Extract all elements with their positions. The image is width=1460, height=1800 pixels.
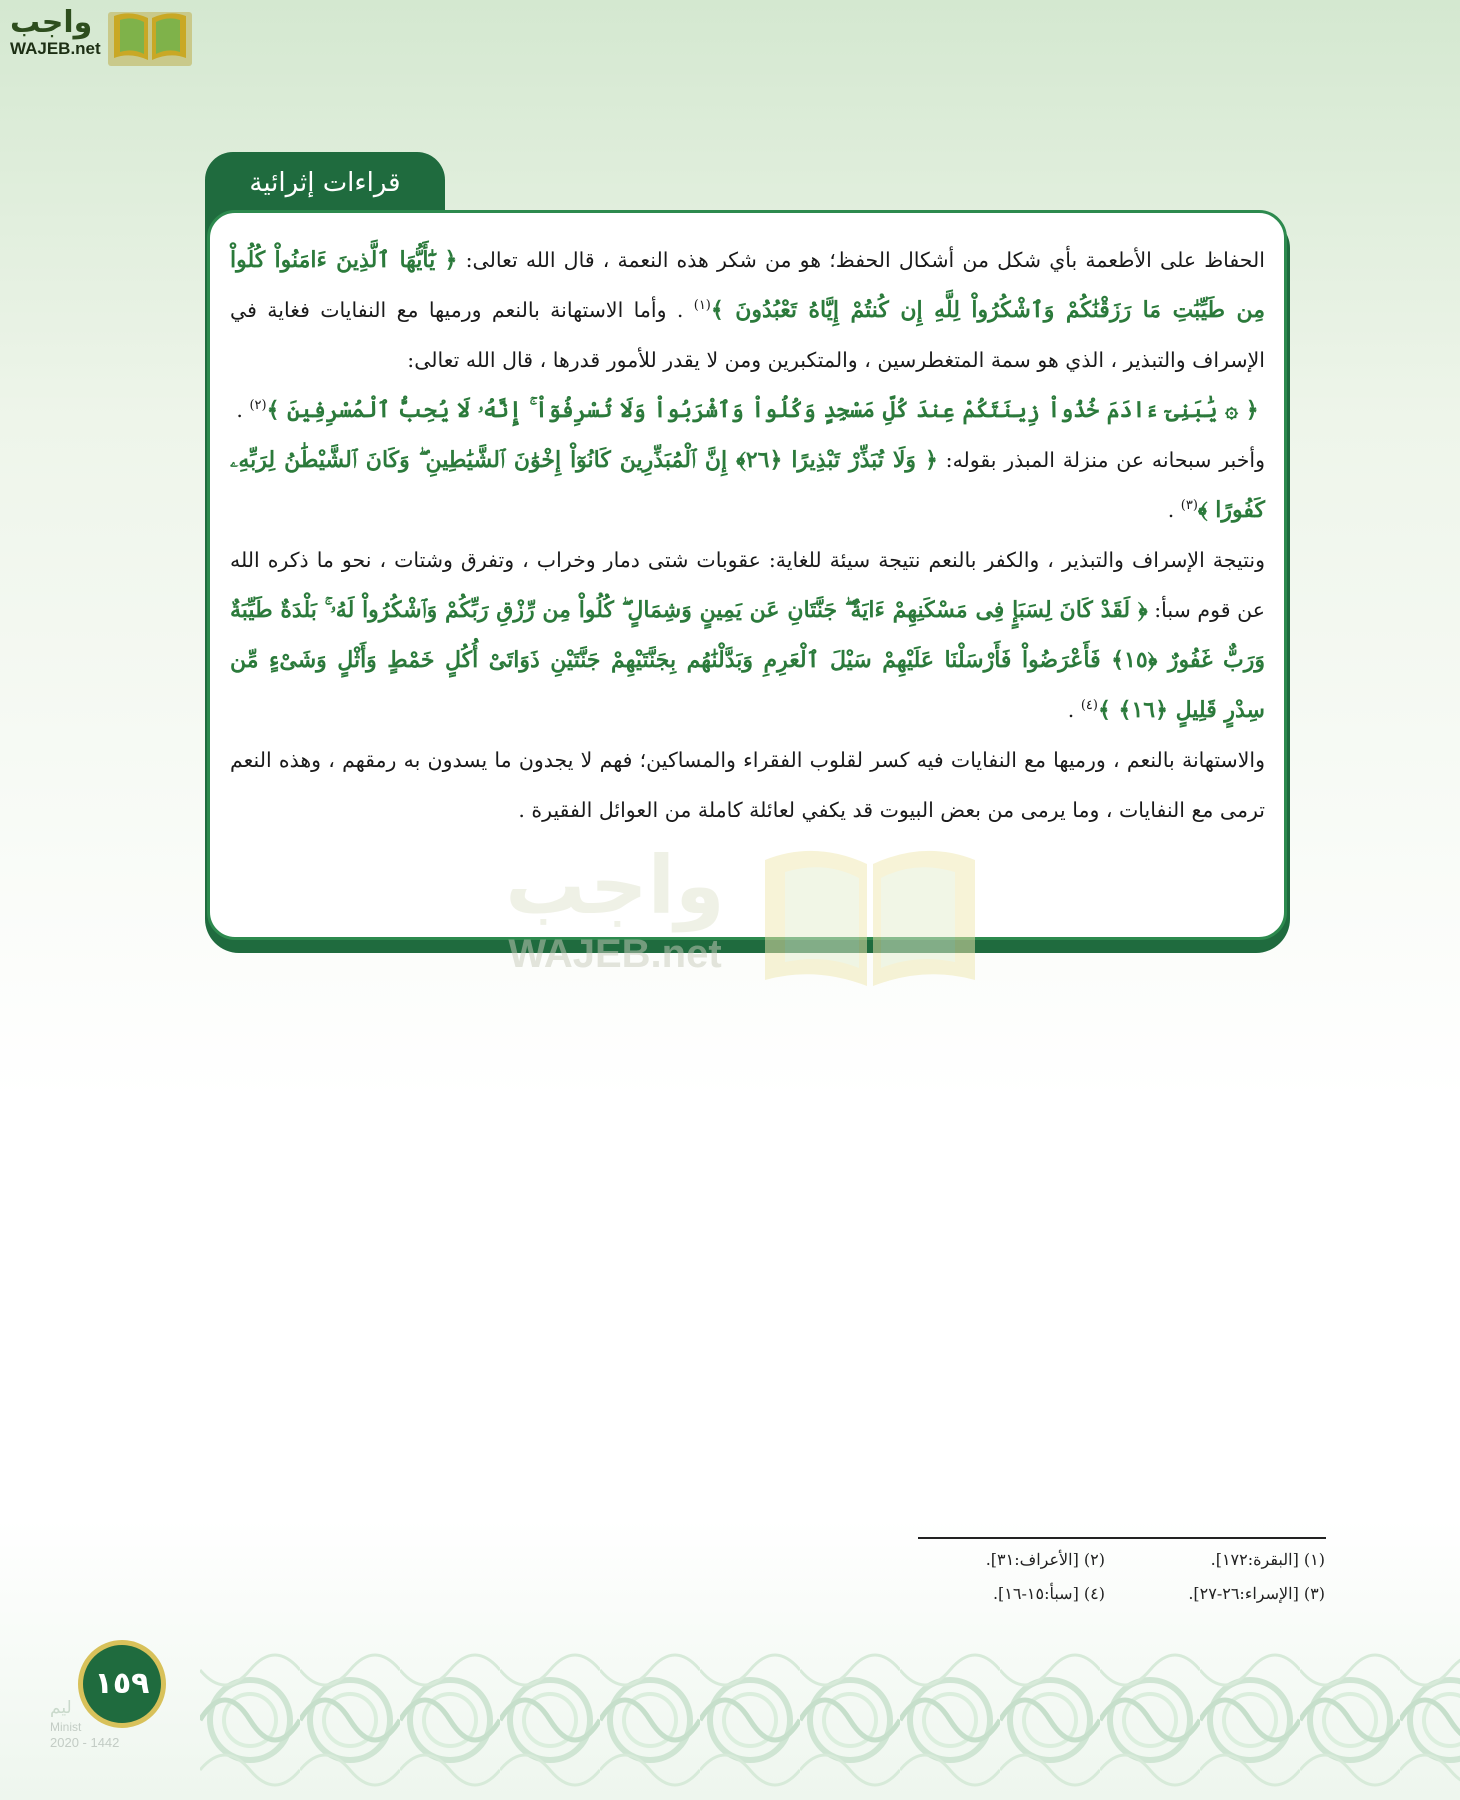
paragraph-1-continuation: . وأما الاستهانة بالنعم ورميها مع النفايات فغاية في الإسراف والتبذير ، الذي هو سمة المتغطرسين ، والمتكبرين ومن لا يقدر للأمور قدرها ، قال الله تعالى: <box>230 298 1265 372</box>
verse-isra-26-27: ﴿ وَلَا تُبَذِّرْ تَبْذِيرًا ﴿٢٦﴾ إِنَّ ٱلْمُبَذِّرِينَ كَانُوٓاْ إِخْوَٰنَ ٱلشَّيَٰطِينِ ۖ وَكَانَ ٱلشَّيْطَٰنُ لِرَبِّهِۦ كَفُورًا ﴾ <box>230 447 1265 523</box>
verse-saba-15-16: ﴿ لَقَدْ كَانَ لِسَبَإٍ فِى مَسْكَنِهِمْ ءَايَةٌ ۖ جَنَّتَانِ عَن يَمِينٍ وَشِمَالٍ ۖ كُلُواْ مِن رِّزْقِ رَبِّكُمْ وَٱشْكُرُواْ لَهُۥ ۚ بَلْدَةٌ طَيِّبَةٌ وَرَبٌّ غَفُورٌ ﴿١٥﴾ فَأَعْرَضُواْ فَأَرْسَلْنَا عَلَيْهِمْ سَيْلَ ٱلْعَرِمِ وَبَدَّلْنَٰهُم بِجَنَّتَيْهِمْ جَنَّتَيْنِ ذَوَاتَىْ أُكُلٍ خَمْطٍ وَأَثْلٍ وَشَىْءٍ مِّن سِدْرٍ قَلِيلٍ ﴿١٦﴾ ﴾ <box>230 597 1265 723</box>
footnote-3: (٣) [الإسراء:٢٦-٢٧]. <box>1188 1584 1325 1603</box>
footnote-ref-3: (٣) <box>1180 498 1198 514</box>
ministry-english: Minist <box>50 1720 82 1734</box>
logo-text <box>10 6 106 58</box>
book-icon <box>108 6 192 66</box>
verse-baqarah-172: ﴿ يَٰٓأَيُّهَا ٱلَّذِينَ ءَامَنُواْ كُلُواْ مِن طَيِّبَٰتِ مَا رَزَقْنَٰكُمْ وَٱشْكُرُواْ لِلَّهِ إِن كُنتُمْ إِيَّاهُ تَعْبُدُونَ ﴾ <box>230 247 1265 323</box>
wajeb-logo[interactable] <box>10 6 190 68</box>
paragraph-4-end: . <box>1067 698 1075 722</box>
decorative-border <box>200 1640 1460 1800</box>
paragraph-1 <box>230 235 1265 385</box>
paragraph-2-end: . <box>236 398 243 422</box>
watermark-text <box>490 840 740 976</box>
watermark <box>490 840 990 990</box>
ministry-year: 2020 - 1442 <box>50 1735 120 1750</box>
paragraph-3-text: وأخبر سبحانه عن منزلة المبذر بقوله: <box>945 448 1265 472</box>
logo-arabic: واجب <box>10 5 93 40</box>
paragraph-4-text: ونتيجة الإسراف والتبذير ، والكفر بالنعم نتيجة سيئة للغاية: عقوبات شتى دمار وخراب ، وتفرق وشتات ، نحو ما ذكره الله عن قوم سبأ: <box>230 548 1265 622</box>
footnote-ref-2: (٢) <box>249 398 267 414</box>
logo-latin: WAJEB.net <box>10 39 101 58</box>
footnote-1: (١) [البقرة:١٧٢]. <box>1210 1550 1325 1569</box>
paragraph-3-end: . <box>1167 498 1175 522</box>
footnote-ref-4: (٤) <box>1080 698 1098 714</box>
paragraph-4 <box>230 535 1265 735</box>
ministry-arabic: ليم <box>50 1698 72 1718</box>
footnotes <box>905 1548 1325 1606</box>
paragraph-5 <box>230 735 1265 835</box>
watermark-book-icon <box>755 840 985 990</box>
paragraph-5-text: والاستهانة بالنعم ، ورميها مع النفايات فيه كسر لقلوب الفقراء والمساكين؛ فهم لا يجدون ما يسدون به رمقهم ، وهذه النعم ترمى مع النفايات ، وما يرمى من بعض البيوت قد يكفي لعائلة كاملة من العوائل الفقيرة . <box>230 748 1265 822</box>
watermark-arabic: واجب <box>505 839 725 932</box>
paragraph-1-text: الحفاظ على الأطعمة بأي شكل من أشكال الحفظ؛ هو من شكر هذه النعمة ، قال الله تعالى: <box>465 248 1265 272</box>
footnote-ref-1: (١) <box>693 298 711 314</box>
footnote-divider <box>918 1537 1326 1539</box>
watermark-latin: WAJEB.net <box>508 932 722 976</box>
paragraph-3 <box>230 435 1265 535</box>
section-title-tab: قراءات إثرائية <box>205 152 445 222</box>
footnote-4: (٤) [سبأ:١٥-١٦]. <box>992 1584 1105 1603</box>
verse-araf-31: ﴿ ۞ يَٰبَنِىٓ ءَادَمَ خُذُواْ زِينَتَكُمْ عِندَ كُلِّ مَسْجِدٍ وَكُلُواْ وَٱشْرَبُواْ وَلَا تُسْرِفُوٓاْ ۚ إِنَّهُۥ لَا يُحِبُّ ٱلْمُسْرِفِينَ ﴾ <box>266 397 1259 423</box>
enrichment-content <box>230 235 1265 835</box>
page-number-badge: ١٥٩ <box>78 1640 166 1728</box>
footnote-2: (٢) [الأعراف:٣١]. <box>985 1550 1105 1569</box>
paragraph-2 <box>230 385 1265 435</box>
